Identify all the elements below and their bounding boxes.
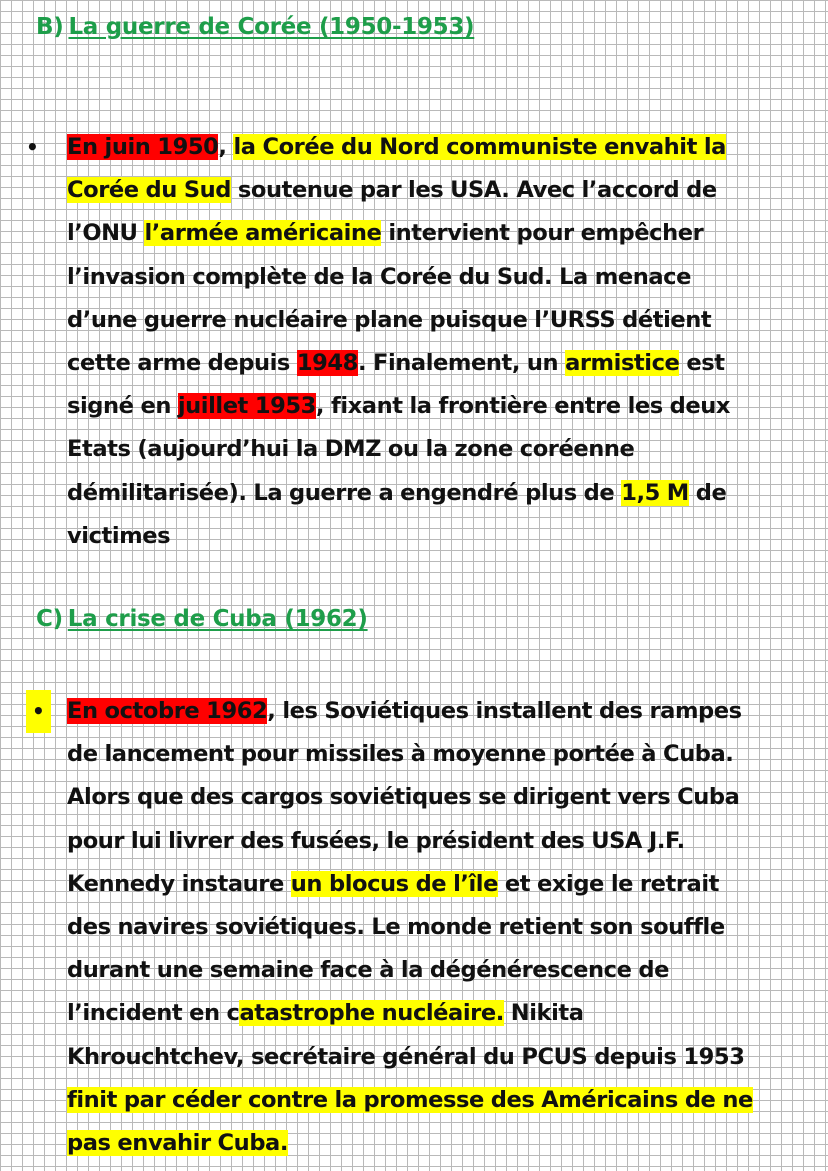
text-line [67, 690, 753, 733]
bullet-icon: • [26, 135, 39, 159]
text-line [67, 776, 753, 819]
section-heading-c [36, 606, 368, 632]
text-segment: de lancement pour missiles à moyenne portée à Cuba. [67, 741, 734, 768]
text-line [67, 1036, 753, 1079]
highlight-yellow: un blocus de l’île [290, 870, 498, 897]
text-segment: Alors que des cargos soviétiques se dirigent vers Cuba [67, 784, 740, 811]
text-line [67, 126, 730, 169]
highlight-red: 1948 [296, 350, 358, 377]
highlight-yellow: pas envahir Cuba. [67, 1130, 288, 1157]
text-segment: , les Soviétiques installent des rampes [267, 698, 742, 724]
section-heading-b [36, 14, 474, 40]
text-segment: pour lui livrer des fusées, le président des USA J.F. [67, 827, 685, 854]
text-line [67, 515, 730, 558]
paragraph-cuba [67, 690, 753, 1165]
text-segment: Kennedy instaure [67, 870, 291, 897]
highlight-yellow: l’armée américaine [144, 220, 382, 247]
highlight-yellow: armistice [565, 350, 680, 377]
text-line [67, 1079, 753, 1122]
text-line [67, 342, 730, 385]
text-line [67, 1122, 753, 1165]
text-line [67, 863, 753, 906]
text-segment: durant une semaine face à la dégénérescence de [67, 957, 669, 984]
highlight-red: juillet 1953 [177, 393, 316, 420]
text-segment: Etats (aujourd’hui la DMZ ou la zone coréenne [67, 436, 635, 463]
text-line [67, 472, 730, 515]
text-segment: signé en [67, 393, 178, 420]
section-letter: C) [36, 606, 63, 632]
text-segment: l’invasion complète de la Corée du Sud. La menace [67, 263, 691, 290]
highlight-yellow: Corée du Sud [67, 177, 232, 204]
text-segment: d’une guerre nucléaire plane puisque l’URSS détient [67, 306, 712, 333]
text-segment: cette arme depuis [67, 350, 297, 377]
text-segment: l’ONU [67, 220, 145, 247]
text-segment: de [688, 479, 727, 506]
highlight-yellow: finit par céder contre la promesse des Américains de ne [67, 1086, 753, 1113]
paragraph-coree [67, 126, 730, 558]
text-line [67, 212, 730, 255]
highlight-red: En octobre 1962 [67, 698, 268, 724]
text-segment: et exige le retrait [497, 870, 719, 897]
text-line [67, 299, 730, 342]
text-line [67, 820, 753, 863]
highlight-yellow: 1,5 M [621, 479, 689, 506]
text-segment: des navires soviétiques. Le monde retient son souffle [67, 914, 725, 941]
text-segment: soutenue par les USA. Avec l’accord de [231, 177, 717, 204]
text-segment: intervient pour empêcher [381, 220, 704, 247]
text-segment: Nikita [503, 1000, 584, 1027]
text-segment: est [679, 350, 725, 377]
text-line [67, 256, 730, 299]
highlight-yellow: la Corée du Nord communiste envahit la [233, 134, 726, 160]
text-line [67, 949, 753, 992]
bullet-icon: • [26, 690, 51, 733]
highlight-yellow: atastrophe nucléaire. [239, 1000, 504, 1027]
section-title: La guerre de Corée (1950-1953) [68, 14, 475, 40]
text-segment: victimes [67, 522, 171, 549]
text-segment: , fixant la frontière entre les deux [315, 393, 731, 420]
text-segment: Khrouchtchev, secrétaire général du PCUS depuis 1953 [67, 1043, 745, 1070]
section-letter: B) [36, 14, 64, 40]
highlight-red: En juin 1950 [67, 134, 219, 160]
text-segment: démilitarisée). La guerre a engendré plus de [67, 479, 622, 506]
text-line [67, 428, 730, 471]
text-segment: , [218, 134, 234, 160]
text-line [67, 906, 753, 949]
text-segment: l’incident en c [67, 1000, 240, 1027]
text-line [67, 169, 730, 212]
text-line [67, 992, 753, 1035]
section-title: La crise de Cuba (1962) [67, 606, 368, 632]
text-segment: . Finalement, un [357, 350, 566, 377]
text-line [67, 385, 730, 428]
text-line [67, 733, 753, 776]
